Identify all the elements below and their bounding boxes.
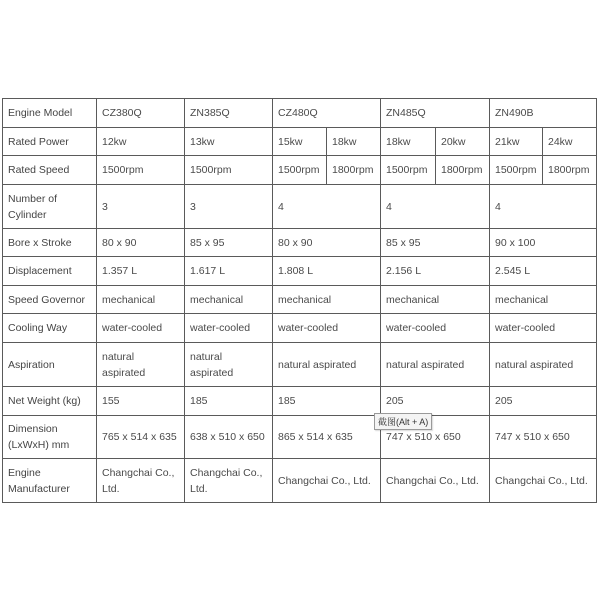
table-cell: ZN485Q — [381, 99, 490, 128]
table-cell: mechanical — [490, 286, 597, 314]
table-cell: 1800rpm — [543, 156, 597, 185]
table-cell: 13kw — [185, 128, 273, 156]
table-cell: ZN385Q — [185, 99, 273, 128]
table-cell: natural aspirated — [185, 343, 273, 387]
table-cell: 155 — [97, 387, 185, 416]
table-cell: 80 x 90 — [97, 229, 185, 257]
table-cell: natural aspirated — [273, 343, 381, 387]
table-cell: ZN490B — [490, 99, 597, 128]
row-label: Net Weight (kg) — [3, 387, 97, 416]
row-label: Engine Model — [3, 99, 97, 128]
screenshot-shortcut-tooltip: 截图(Alt + A) — [374, 413, 432, 430]
table-cell: 638 x 510 x 650 — [185, 416, 273, 459]
engine-spec-table — [2, 98, 597, 503]
table-cell: 1500rpm — [185, 156, 273, 185]
table-cell: 1.808 L — [273, 257, 381, 286]
table-cell: 4 — [381, 185, 490, 229]
table-row — [3, 99, 597, 128]
table-row — [3, 343, 597, 387]
table-cell: Changchai Co., Ltd. — [97, 459, 185, 503]
table-cell: 2.545 L — [490, 257, 597, 286]
table-cell: 21kw — [490, 128, 543, 156]
table-cell: mechanical — [185, 286, 273, 314]
table-cell: 20kw — [436, 128, 490, 156]
table-cell: 1500rpm — [273, 156, 327, 185]
table-cell: 18kw — [327, 128, 381, 156]
table-cell: 185 — [185, 387, 273, 416]
table-cell: Changchai Co., Ltd. — [185, 459, 273, 503]
table-cell: 1500rpm — [381, 156, 436, 185]
table-cell: 185 — [273, 387, 381, 416]
row-label: Displacement — [3, 257, 97, 286]
table-cell: 205 — [490, 387, 597, 416]
table-row — [3, 185, 597, 229]
table-cell: 1800rpm — [327, 156, 381, 185]
table-cell: 3 — [97, 185, 185, 229]
table-cell: 1.617 L — [185, 257, 273, 286]
table-cell: 747 x 510 x 650 — [381, 416, 490, 459]
table-cell: natural aspirated — [97, 343, 185, 387]
table-cell: 1800rpm — [436, 156, 490, 185]
table-cell: water-cooled — [381, 314, 490, 343]
row-label: Number of Cylinder — [3, 185, 97, 229]
table-row — [3, 459, 597, 503]
table-cell: CZ380Q — [97, 99, 185, 128]
row-label: Speed Governor — [3, 286, 97, 314]
table-cell: Changchai Co., Ltd. — [381, 459, 490, 503]
row-label: Cooling Way — [3, 314, 97, 343]
table-cell: Changchai Co., Ltd. — [273, 459, 381, 503]
table-row — [3, 314, 597, 343]
table-cell: mechanical — [97, 286, 185, 314]
table-row — [3, 387, 597, 416]
table-row — [3, 416, 597, 459]
table-cell: 15kw — [273, 128, 327, 156]
table-cell: 205 — [381, 387, 490, 416]
table-row — [3, 156, 597, 185]
table-row — [3, 286, 597, 314]
table-cell: natural aspirated — [381, 343, 490, 387]
table-cell: 765 x 514 x 635 — [97, 416, 185, 459]
row-label: Aspiration — [3, 343, 97, 387]
table-cell: water-cooled — [273, 314, 381, 343]
table-cell: 4 — [490, 185, 597, 229]
table-cell: water-cooled — [490, 314, 597, 343]
table-cell: 85 x 95 — [381, 229, 490, 257]
table-cell: 90 x 100 — [490, 229, 597, 257]
table-cell: 12kw — [97, 128, 185, 156]
table-cell: 24kw — [543, 128, 597, 156]
table-cell: 1.357 L — [97, 257, 185, 286]
table-cell: CZ480Q — [273, 99, 381, 128]
table-cell: 4 — [273, 185, 381, 229]
table-cell: 1500rpm — [97, 156, 185, 185]
table-cell: 2.156 L — [381, 257, 490, 286]
table-cell: 747 x 510 x 650 — [490, 416, 597, 459]
table-cell: Changchai Co., Ltd. — [490, 459, 597, 503]
row-label: Dimension (LxWxH) mm — [3, 416, 97, 459]
table-cell: 1500rpm — [490, 156, 543, 185]
row-label: Rated Power — [3, 128, 97, 156]
table-cell: mechanical — [273, 286, 381, 314]
table-cell: water-cooled — [185, 314, 273, 343]
table-cell: natural aspirated — [490, 343, 597, 387]
table-cell: 865 x 514 x 635 — [273, 416, 381, 459]
table-cell: water-cooled — [97, 314, 185, 343]
table-row — [3, 257, 597, 286]
table-row — [3, 229, 597, 257]
row-label: Engine Manufacturer — [3, 459, 97, 503]
table-cell: 85 x 95 — [185, 229, 273, 257]
row-label: Rated Speed — [3, 156, 97, 185]
table-row — [3, 128, 597, 156]
table-cell: 3 — [185, 185, 273, 229]
row-label: Bore x Stroke — [3, 229, 97, 257]
table-cell: 80 x 90 — [273, 229, 381, 257]
table-cell: mechanical — [381, 286, 490, 314]
table-cell: 18kw — [381, 128, 436, 156]
